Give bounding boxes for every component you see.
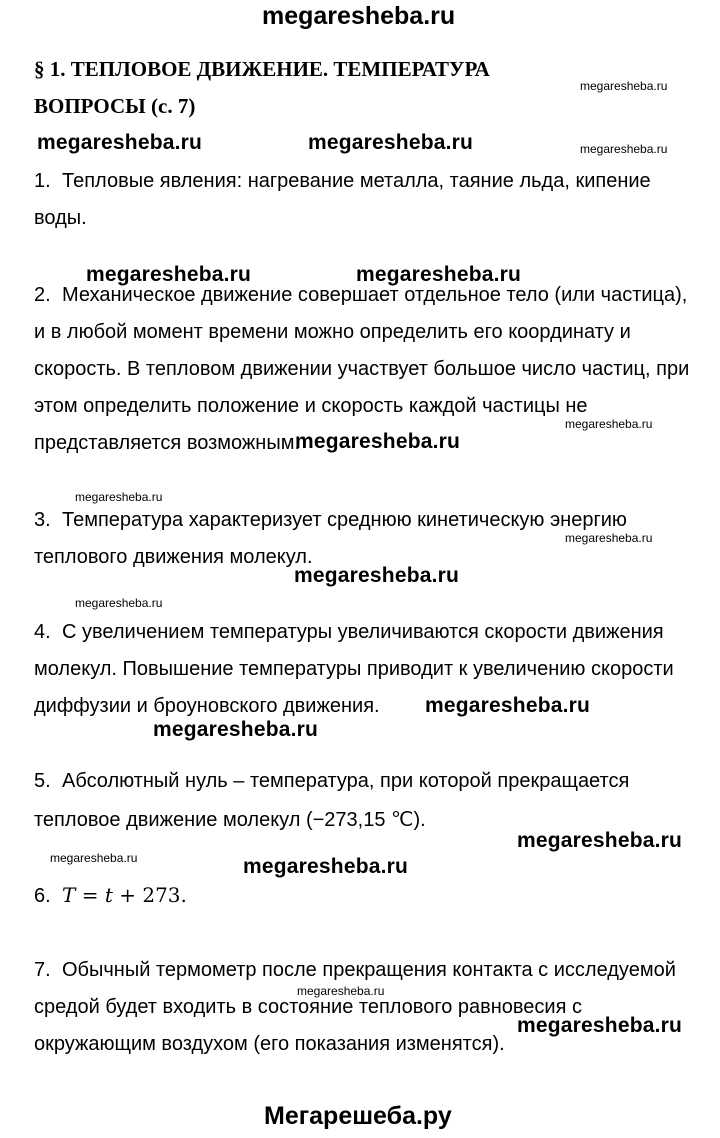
answer-1-line-1: 1. Тепловые явления: нагревание металла, таяние льда, кипение — [34, 170, 651, 192]
answer-7-line-1: 7. Обычный термометр после прекращения контакта с исследуемой — [34, 959, 676, 981]
watermark: megaresheba.ru — [356, 263, 522, 286]
answer-2-line-4: этом определить положение и скорость каждой частицы не — [34, 395, 588, 417]
formula-t: t — [104, 883, 113, 907]
watermark: megaresheba.ru — [50, 851, 138, 865]
answer-4-line-1: 4. С увеличением температуры увеличиваются скорости движения — [34, 621, 664, 643]
watermark: megaresheba.ru — [517, 829, 683, 852]
answer-5-line-2: тепловое движение молекул (−273,15 ℃). — [34, 809, 426, 831]
watermark: megaresheba.ru — [565, 531, 653, 545]
watermark: megaresheba.ru — [425, 694, 591, 717]
answer-1-line-2: воды. — [34, 207, 87, 229]
answer-4-line-3: диффузии и броуновского движения. — [34, 695, 380, 717]
watermark: megaresheba.ru — [153, 718, 319, 741]
answer-7-line-3: окружающим воздухом (его показания изменятся). — [34, 1033, 505, 1055]
section-title: § 1. ТЕПЛОВОЕ ДВИЖЕНИЕ. ТЕМПЕРАТУРА — [34, 57, 490, 81]
watermark: megaresheba.ru — [243, 855, 409, 878]
answer-5-line-1: 5. Абсолютный нуль – температура, при которой прекращается — [34, 770, 630, 792]
watermark: megaresheba.ru — [580, 142, 668, 156]
watermark: megaresheba.ru — [86, 263, 252, 286]
watermark-bottom: Мегарешеба.ру — [264, 1102, 452, 1130]
questions-heading: ВОПРОСЫ (с. 7) — [34, 94, 196, 118]
answer-6-formula: 6. T = t + 273. — [34, 883, 187, 907]
watermark: megaresheba.ru — [297, 984, 385, 998]
answer-2-line-3: скорость. В тепловом движении участвует большое число частиц, при — [34, 358, 690, 380]
answer-7-line-2: средой будет входить в состояние теплового равновесия с — [34, 996, 582, 1018]
answer-3-line-2: теплового движения молекул. — [34, 546, 313, 568]
answer-3-line-1: 3. Температура характеризует среднюю кинетическую энергию — [34, 509, 627, 531]
watermark: megaresheba.ru — [75, 596, 163, 610]
answer-4-line-2: молекул. Повышение температуры приводит к увеличению скорости — [34, 658, 674, 680]
watermark: megaresheba.ru — [580, 79, 668, 93]
watermark: megaresheba.ru — [517, 1014, 683, 1037]
watermark: megaresheba.ru — [565, 417, 653, 431]
answer-2-line-1: 2. Механическое движение совершает отдельное тело (или частица), — [34, 284, 688, 306]
watermark-top: megaresheba.ru — [262, 2, 456, 30]
formula-T: T — [62, 883, 76, 907]
answer-2-line-2: и в любой момент времени можно определить его координату и — [34, 321, 631, 343]
watermark: megaresheba.ru — [37, 131, 203, 154]
answer-2-line-5: представляется возможным. — [34, 432, 301, 454]
watermark: megaresheba.ru — [295, 430, 461, 453]
watermark: megaresheba.ru — [75, 490, 163, 504]
watermark: megaresheba.ru — [308, 131, 474, 154]
watermark: megaresheba.ru — [294, 564, 460, 587]
